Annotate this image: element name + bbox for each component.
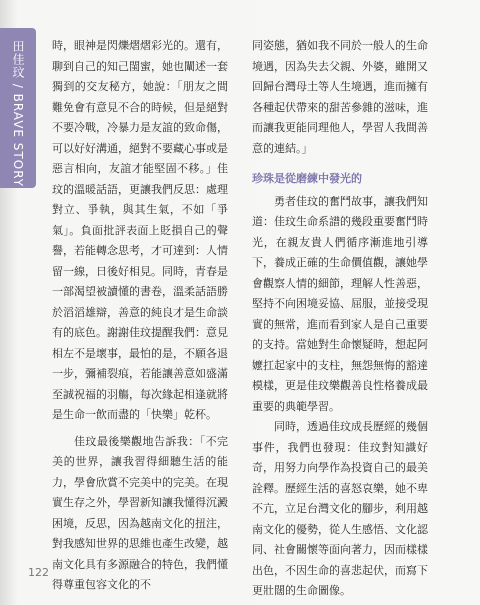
right-paragraph-2: 勇者佳玟的奮鬥故事，讓我們知道：佳玟生命系譜的幾段重要奮鬥時光，在親友貴人們循序漸進地引導下，養成正確的生命價值觀，讓她學會觀察人情的細節，理解人性善惡，堅持不向困境妥協、屈服，並接受現實的無常，進而看到家人是自己重要的支持。當她對生命懷疑時，想起阿嬤扛起家中的支柱，無怨無悔的豁達模樣，更是佳玟樂觀善良性格養成最重要的典範學習。 <box>252 194 428 413</box>
section-heading: 珍珠是從磨練中發光的 <box>252 172 362 185</box>
page-number: 122 <box>28 566 49 579</box>
chapter-side-label: 田佳玟 / BRAVE STORY <box>11 40 25 188</box>
left-paragraph-1: 時，眼神是閃爍熠熠彩光的。還有，聊到自己的知己閨蜜，她也闡述一套獨到的交友秘方，她說：「朋友之間難免會有意見不合的時候，但是絕對不要冷戰，冷暴力是友誼的致命傷，可以好好溝通，絕對不要藏心事或是惡言相向，友誼才能堅固不移。」佳玟的溫暖話語，更讓我們反思：處理對立、爭執，與其生氣，不如「爭氣」。負面批評表面上貶損自己的聲譽，若能轉念思考，才可達到：人情留一線，日後好相見。同時，青春是一部渴望被讀懂的書卷，溫柔話語勝於滔滔雄辯，善意的純良才是生命談有的底色。謝謝佳玟提醒我們：意見相左不是壞事，最怕的是，不願各退一步，彌補裂痕，若能讓善意如盛滿至誠祝福的羽觴，每次緣起相逢就將是生命一飲而盡的「快樂」乾杯。 <box>52 39 228 421</box>
left-paragraph-2: 佳玟最後樂觀地告訴我：「不完美的世界，讓我習得細聽生活的能力，學會欣賞不完美中的完美。在現實生存之外，學習新知讓我懂得沉澱困境，反思，因為越南文化的扭注，對我感知世界的思維也產生改變，越南文化具有多源融合的特色，我們懂得尊重包容文化的不 <box>52 434 228 591</box>
right-paragraph-3: 同時，透過佳玟成長歷經的幾個事件，我們也發現：佳玟對知識好奇，用努力向學作為投資自己的最美詮釋。歷經生活的喜怒哀樂，她不卑不亢，立足台灣文化的腳步，利用越南文化的優勢，從人生感悟、文化認同、社會關懷等面向著力，因而樣樣出色，不因生命的喜悲起伏，而寫下更壯闊的生命圖像。 <box>252 420 428 597</box>
right-text-column <box>252 36 428 602</box>
left-text-column <box>52 36 228 596</box>
right-paragraph-1: 同姿態，猶如我不同於一般人的生命境遇，因為失去父親、外婆，雖開又回歸台灣母土等人生境遇，進而擁有各種起伏帶來的甜苦參雜的滋味，進而讓我更能同理他人，學習人我間善意的連結。」 <box>252 39 428 155</box>
